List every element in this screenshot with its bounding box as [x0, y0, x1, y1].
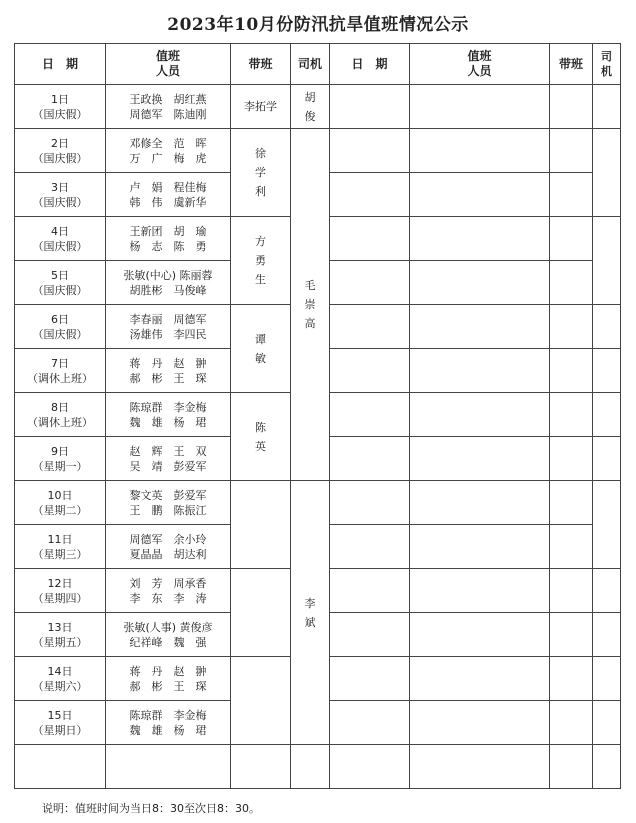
date-note: （调休上班）: [27, 371, 93, 385]
empty-cell: [593, 745, 621, 789]
staff-line-2: 周德军 陈迪刚: [129, 107, 207, 121]
staff-line-2: 汤雄伟 李四民: [129, 327, 207, 341]
staff-line-2: 郝 彬 王 琛: [129, 679, 207, 693]
staff-line-2: 万 广 梅 虎: [129, 151, 207, 165]
empty-cell: [231, 745, 291, 789]
empty-cell: [593, 481, 621, 569]
date-cell: [15, 393, 106, 437]
empty-cell: [550, 569, 593, 613]
staff-line-2: 杨 志 陈 勇: [129, 239, 207, 253]
empty-cell: [330, 129, 410, 173]
header-driver-2: 司机: [593, 44, 621, 85]
staff-line-1: 邓修全 范 晖: [129, 136, 207, 150]
date-cell: [15, 173, 106, 217]
empty-cell: [593, 217, 621, 305]
empty-cell: [330, 85, 410, 129]
empty-cell: [410, 745, 550, 789]
empty-cell: [593, 305, 621, 349]
date-note: （国庆假）: [32, 239, 88, 253]
header-date: 日 期: [15, 44, 106, 85]
staff-cell: [106, 349, 231, 393]
staff-line-2: 胡胜彬 马俊峰: [129, 283, 207, 297]
date-cell: [15, 85, 106, 129]
staff-line-2: 李 东 李 涛: [129, 591, 207, 605]
staff-line-1: 蒋 丹 赵 翀: [129, 664, 207, 678]
empty-cell: [550, 481, 593, 525]
empty-cell: [410, 525, 550, 569]
date-day: 5日: [51, 268, 69, 282]
date-day: 7日: [51, 356, 69, 370]
date-day: 4日: [51, 224, 69, 238]
date-note: （调休上班）: [27, 415, 93, 429]
empty-cell: [410, 217, 550, 261]
empty-cell: [410, 349, 550, 393]
staff-cell: [106, 129, 231, 173]
leader-name: 方勇生: [255, 235, 266, 286]
date-day: 10日: [47, 488, 73, 502]
driver-cell: [291, 481, 330, 745]
empty-cell: [330, 217, 410, 261]
header-staff-2: 值班 人员: [410, 44, 550, 85]
empty-cell: [550, 437, 593, 481]
empty-cell: [330, 745, 410, 789]
leader-cell: [231, 657, 291, 745]
leader-cell: [231, 305, 291, 393]
staff-line-1: 张敏(中心) 陈丽蓉: [123, 268, 213, 282]
date-day: 15日: [47, 708, 73, 722]
staff-line-2: 纪祥峰 魏 强: [129, 635, 207, 649]
footnote: 说明：值班时间为当日8：30至次日8：30。: [42, 802, 260, 815]
empty-cell: [593, 701, 621, 745]
empty-cell: [330, 481, 410, 525]
leader-name: 徐学利: [255, 147, 266, 198]
empty-cell: [593, 349, 621, 393]
empty-cell: [330, 349, 410, 393]
empty-cell: [330, 701, 410, 745]
staff-cell: [106, 261, 231, 305]
empty-cell: [550, 745, 593, 789]
staff-line-2: 魏 雄 杨 珺: [129, 415, 207, 429]
empty-cell: [593, 437, 621, 481]
header-leader: 带班: [231, 44, 291, 85]
empty-cell: [550, 657, 593, 701]
staff-cell: [106, 393, 231, 437]
staff-cell: [106, 569, 231, 613]
empty-cell: [410, 657, 550, 701]
empty-cell: [410, 85, 550, 129]
leader-cell: [231, 481, 291, 569]
leader-cell: [231, 569, 291, 657]
empty-cell: [550, 129, 593, 173]
table-row: [15, 481, 621, 525]
page-title: 2023年10月份防汛抗旱值班情况公示: [167, 15, 469, 35]
empty-cell: [593, 613, 621, 657]
staff-line-1: 李春丽 周德军: [129, 312, 207, 326]
driver-cell: [291, 85, 330, 129]
staff-line-1: 周德军 余小玲: [129, 532, 207, 546]
staff-cell: [106, 613, 231, 657]
driver-cell: [291, 129, 330, 481]
date-cell: [15, 481, 106, 525]
empty-cell: [291, 745, 330, 789]
staff-line-1: 刘 芳 周承香: [129, 576, 207, 590]
date-day: 11日: [47, 532, 73, 546]
empty-cell: [330, 657, 410, 701]
date-note: （国庆假）: [32, 195, 88, 209]
leader-name: 陈英: [255, 420, 266, 453]
table-row: [15, 129, 621, 173]
leader-cell: [231, 85, 291, 129]
leader-cell: [231, 217, 291, 305]
date-day: 12日: [47, 576, 73, 590]
date-day: 2日: [51, 136, 69, 150]
staff-line-1: 王新团 胡 瑜: [129, 224, 207, 238]
empty-cell: [550, 217, 593, 261]
empty-cell: [410, 261, 550, 305]
date-note: （星期四）: [32, 591, 88, 605]
header-leader-2: 带班: [550, 44, 593, 85]
empty-cell: [410, 569, 550, 613]
date-note: （星期六）: [32, 679, 88, 693]
empty-cell: [593, 657, 621, 701]
header-driver: 司机: [291, 44, 330, 85]
staff-line-2: 吴 靖 彭爱军: [129, 459, 207, 473]
empty-cell: [330, 173, 410, 217]
table-row: [15, 85, 621, 129]
staff-cell: [106, 173, 231, 217]
date-cell: [15, 261, 106, 305]
date-day: 6日: [51, 312, 69, 326]
date-cell: [15, 701, 106, 745]
staff-line-1: 赵 辉 王 双: [129, 444, 207, 458]
date-note: （星期二）: [32, 503, 88, 517]
date-note: （星期三）: [32, 547, 88, 561]
date-note: （国庆假）: [32, 107, 88, 121]
date-note: （国庆假）: [32, 283, 88, 297]
header-date-2: 日 期: [330, 44, 410, 85]
header-row: [15, 44, 621, 85]
staff-line-1: 张敏(人事) 黄俊彦: [123, 620, 213, 634]
empty-cell: [593, 85, 621, 129]
staff-line-1: 黎文英 彭爱军: [129, 488, 207, 502]
staff-cell: [106, 305, 231, 349]
leader-cell: [231, 129, 291, 217]
empty-cell: [550, 305, 593, 349]
staff-line-2: 韩 伟 虞新华: [129, 195, 207, 209]
staff-line-2: 郝 彬 王 琛: [129, 371, 207, 385]
empty-cell: [410, 437, 550, 481]
date-day: 13日: [47, 620, 73, 634]
staff-cell: [106, 85, 231, 129]
header-staff: 值班 人员: [106, 44, 231, 85]
empty-cell: [330, 261, 410, 305]
date-note: （星期五）: [32, 635, 88, 649]
staff-line-2: 王 鹏 陈振江: [129, 503, 207, 517]
date-cell: [15, 569, 106, 613]
date-day: 9日: [51, 444, 69, 458]
empty-cell: [330, 569, 410, 613]
leader-name: 谭敏: [255, 332, 266, 365]
date-note: （国庆假）: [32, 151, 88, 165]
empty-cell: [550, 85, 593, 129]
empty-cell: [550, 701, 593, 745]
date-note: （国庆假）: [32, 327, 88, 341]
empty-cell: [593, 129, 621, 217]
date-cell: [15, 657, 106, 701]
staff-cell: [106, 657, 231, 701]
empty-cell: [410, 701, 550, 745]
staff-cell: [106, 481, 231, 525]
date-cell: [15, 305, 106, 349]
empty-cell: [550, 613, 593, 657]
date-cell: [15, 437, 106, 481]
staff-line-1: 陈琼群 李金梅: [129, 708, 207, 722]
date-cell: [15, 129, 106, 173]
staff-line-1: 蒋 丹 赵 翀: [129, 356, 207, 370]
empty-cell: [330, 393, 410, 437]
empty-cell: [550, 525, 593, 569]
empty-cell: [550, 261, 593, 305]
empty-cell: [15, 745, 106, 789]
staff-cell: [106, 525, 231, 569]
staff-line-2: 魏 雄 杨 珺: [129, 723, 207, 737]
date-day: 14日: [47, 664, 73, 678]
empty-cell: [330, 613, 410, 657]
date-day: 8日: [51, 400, 69, 414]
driver-name: 李斌: [304, 596, 316, 629]
date-day: 1日: [51, 92, 69, 106]
empty-cell: [106, 745, 231, 789]
date-cell: [15, 217, 106, 261]
date-cell: [15, 349, 106, 393]
leader-name: 李拓学: [244, 100, 277, 113]
staff-line-1: 王政换 胡红燕: [129, 92, 207, 106]
staff-cell: [106, 437, 231, 481]
empty-cell: [410, 305, 550, 349]
staff-cell: [106, 701, 231, 745]
empty-cell: [410, 613, 550, 657]
staff-cell: [106, 217, 231, 261]
driver-name: 毛崇高: [304, 279, 316, 330]
empty-cell: [330, 525, 410, 569]
leader-cell: [231, 393, 291, 481]
empty-cell: [593, 393, 621, 437]
date-cell: [15, 525, 106, 569]
blank-row: [15, 745, 621, 789]
empty-cell: [330, 305, 410, 349]
empty-cell: [550, 393, 593, 437]
empty-cell: [330, 437, 410, 481]
empty-cell: [550, 173, 593, 217]
empty-cell: [410, 173, 550, 217]
empty-cell: [593, 569, 621, 613]
empty-cell: [410, 129, 550, 173]
empty-cell: [410, 481, 550, 525]
date-cell: [15, 613, 106, 657]
staff-line-1: 陈琼群 李金梅: [129, 400, 207, 414]
date-note: （星期一）: [32, 459, 88, 473]
date-note: （星期日）: [32, 723, 88, 737]
duty-table: [14, 43, 621, 789]
staff-line-1: 卢 娟 程佳梅: [129, 180, 207, 194]
empty-cell: [550, 349, 593, 393]
staff-line-2: 夏晶晶 胡达利: [129, 547, 207, 561]
empty-cell: [410, 393, 550, 437]
date-day: 3日: [51, 180, 69, 194]
driver-name: 胡俊: [304, 90, 316, 123]
